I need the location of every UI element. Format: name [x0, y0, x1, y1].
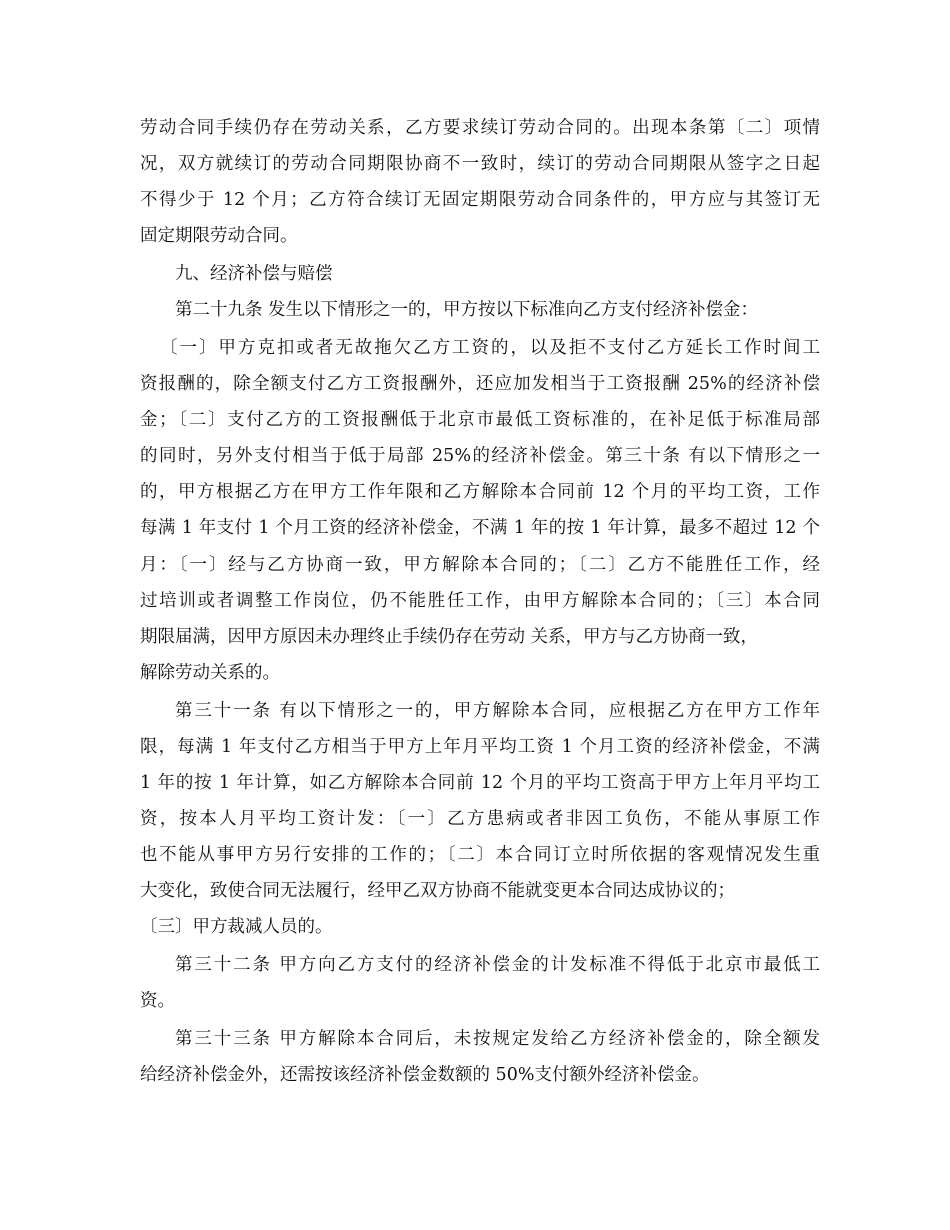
text-line: 1 年的按 1 年计算，如乙方解除本合同前 12 个月的平均工资高于甲方上年月平均工: [140, 773, 820, 793]
text-line: 限，每满 1 年支付乙方相当于甲方上年月平均工资 1 个月工资的经济补偿金，不满: [140, 737, 820, 757]
text-line: 资，按本人月平均工资计发：〔一〕乙方患病或者非因工负伤，不能从事原工作: [140, 809, 820, 829]
text-line: 第三十一条 有以下情形之一的，甲方解除本合同，应根据乙方在甲方工作年: [175, 701, 820, 721]
text-line: 第三十二条 甲方向乙方支付的经济补偿金的计发标准不得低于北京市最低工: [175, 955, 820, 975]
text-line: 〔三〕甲方裁减人员的。: [140, 917, 333, 937]
text-line: 劳动合同手续仍存在劳动关系，乙方要求续订劳动合同的。出现本条第〔二〕项情: [140, 118, 820, 138]
text-line: 也不能从事甲方另行安排的工作的；〔二〕本合同订立时所依据的客观情况发生重: [140, 845, 820, 865]
text-line: 大变化，致使合同无法履行，经甲乙双方协商不能就变更本合同达成协议的；: [140, 881, 735, 901]
text-line: 第三十三条 甲方解除本合同后，未按规定发给乙方经济补偿金的，除全额发: [175, 1029, 820, 1049]
text-line: 金；〔二〕支付乙方的工资报酬低于北京市最低工资标准的，在补足低于标准局部: [140, 410, 820, 430]
section-heading: 九、经济补偿与赔偿: [175, 264, 333, 284]
text-line: 固定期限劳动合同。: [140, 226, 298, 246]
text-line: 的同时，另外支付相当于低于局部 25%的经济补偿金。第三十条 有以下情形之一: [140, 446, 820, 466]
text-line: 给经济补偿金外，还需按该经济补偿金数额的 50%支付额外经济补偿金。: [140, 1065, 710, 1085]
text-line: 况，双方就续订的劳动合同期限协商不一致时，续订的劳动合同期限从签字之日起: [140, 154, 820, 174]
text-line: 解除劳动关系的。: [140, 663, 280, 683]
text-line: 资报酬的，除全额支付乙方工资报酬外，还应加发相当于工资报酬 25%的经济补偿: [140, 374, 820, 394]
text-line: 的，甲方根据乙方在甲方工作年限和乙方解除本合同前 12 个月的平均工资，工作: [140, 482, 820, 502]
text-line: 月：〔一〕经与乙方协商一致，甲方解除本合同的；〔二〕乙方不能胜任工作，经: [140, 555, 820, 575]
text-line: 资。: [140, 991, 175, 1011]
text-line: 每满 1 年支付 1 个月工资的经济补偿金，不满 1 年的按 1 年计算，最多不超过 12 个: [140, 518, 820, 538]
text-line: 过培训或者调整工作岗位，仍不能胜任工作，由甲方解除本合同的；〔三〕本合同: [140, 591, 820, 611]
text-line: 期限届满，因甲方原因未办理终止手续仍存在劳动 关系，甲方与乙方协商一致，: [140, 627, 759, 647]
article-heading: 第二十九条 发生以下情形之一的，甲方按以下标准向乙方支付经济补偿金：: [175, 300, 759, 320]
text-line: 〔一〕甲方克扣或者无故拖欠乙方工资的，以及拒不支付乙方延长工作时间工: [160, 338, 820, 358]
text-line: 不得少于 12 个月；乙方符合续订无固定期限劳动合同条件的，甲方应与其签订无: [140, 190, 820, 210]
